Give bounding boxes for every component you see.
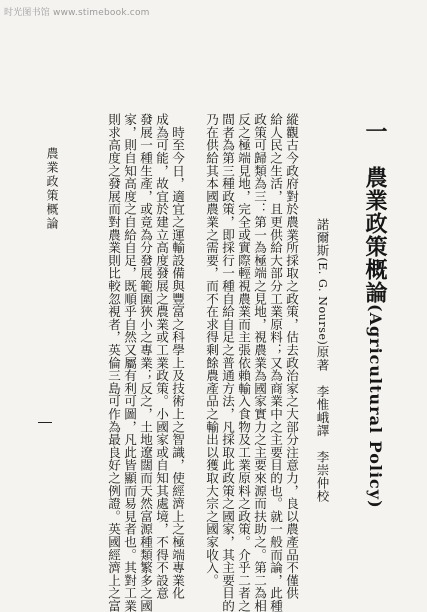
author-byline [313, 218, 331, 503]
body-column-4: 反之極端見地，完全或實際輕視農業而主張依賴輸入食物及工業原料之政策。介乎二者之 [236, 113, 251, 612]
body-column-2: 給人民之生活，且更供給大部分工業原料；又為商業中之主要目的也。就一般而論，此種 [268, 113, 283, 612]
body-column-11: 則求高度之發展而對農業則比較忽視者，英倫三島可作為最良好之例證。英國經濟上之富 [106, 113, 121, 612]
translator-credits: 原著 李惟峨譯 李崇仲校 [315, 345, 330, 503]
body-column-10: 家，則自知高度之自給自足，既順乎自然又屬有利可圖，凡此皆顯而易見者也。其對工業 [122, 113, 137, 612]
running-head: 農業政策概論 [45, 147, 59, 231]
watermark: 时光图书馆 www.stimebook.com [4, 8, 150, 18]
chapter-title-latin: (Agricultural Policy) [366, 304, 385, 509]
body-column-6: 乃在供給其本國農業之需要，而不在求得剩餘農產品之輸出以獲取大宗之國家收入。 [204, 113, 219, 587]
chapter-number: 一 [362, 120, 388, 143]
chapter-title-main: 農業政策概論 [362, 166, 388, 304]
body-column-3: 政策可歸類為三：第一為極端之見地，視農業為國家實力之主要來源而扶助之。第二為相 [252, 113, 267, 612]
author-name: 諾爾斯 [315, 218, 330, 258]
body-column-7: 時至今日，適宜之運輸設備與豐富之科學上及技術上之智識，使經濟上之極端專業化 [170, 113, 185, 600]
body-column-9: 發展一種生產，或竟為分發展範圍狹小之專業；反之，土地遼闊而天然富源種類繁多之國 [138, 113, 153, 612]
chapter-title [360, 120, 391, 509]
page-number [38, 422, 52, 423]
body-column-1: 縱觀古今政府對於農業所採取之政策，估去政治家之大部分注意力，良以農產品不僅供 [284, 113, 299, 600]
body-column-5: 間者為第三種政策，即採行一種自給自足之普通方法，凡採取此政策之國家，其主要目的 [220, 113, 235, 612]
author-name-latin: (E. G. Nourse) [316, 257, 329, 346]
body-column-8: 成為可能，故宜於建立高度發展之農業或工業政策。小國家或自知其處境，不得不設意 [154, 113, 169, 600]
